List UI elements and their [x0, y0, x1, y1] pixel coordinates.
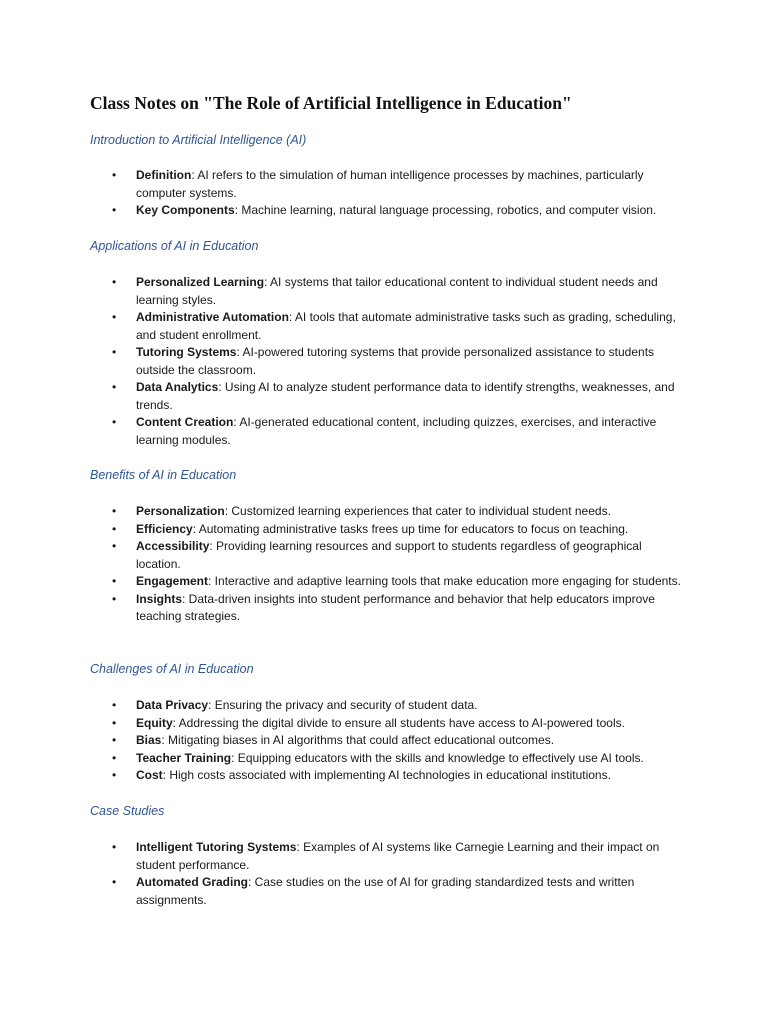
bullet-text: : Automating administrative tasks frees up time for educators to focus on teaching. [192, 521, 629, 536]
list-item [0, 202, 681, 220]
bullet-term: Administrative Automation [136, 310, 289, 324]
bullet-text: : Addressing the digital divide to ensure all students have access to AI-powered tools. [172, 715, 625, 730]
list-item [0, 167, 681, 202]
list-item [0, 503, 681, 521]
bullet-text: : Data-driven insights into student performance and behavior that help educators improve teaching strategies. [136, 591, 655, 623]
bullet-term: Personalization [136, 504, 225, 518]
bullet-term: Data Analytics [136, 380, 219, 394]
list-item [0, 874, 681, 909]
bullet-term: Tutoring Systems [136, 345, 237, 359]
list-item [0, 839, 681, 874]
bullet-list-case-studies [0, 839, 768, 909]
bullet-text: : Interactive and adaptive learning tools that make education more engaging for students. [208, 574, 681, 588]
bullet-icon: • [112, 275, 117, 289]
bullet-text: : Equipping educators with the skills and knowledge to effectively use AI tools. [231, 750, 644, 765]
section-heading-introduction: Introduction to Artificial Intelligence (AI) [90, 133, 307, 147]
bullet-icon: • [112, 698, 117, 712]
section-heading-benefits: Benefits of AI in Education [90, 468, 237, 482]
bullet-icon: • [112, 591, 117, 606]
section-heading-case-studies: Case Studies [90, 804, 165, 818]
bullet-icon: • [112, 345, 117, 359]
bullet-text: : High costs associated with implementing AI technologies in educational institutions. [162, 768, 611, 782]
bullet-icon: • [112, 715, 117, 730]
bullet-list-applications [0, 274, 768, 449]
bullet-list-challenges [0, 697, 768, 785]
bullet-text: : AI tools that automate administrative tasks such as grading, scheduling, and student enrollment. [136, 310, 676, 342]
list-item [0, 767, 681, 785]
bullet-icon: • [112, 168, 117, 182]
bullet-text: : Ensuring the privacy and security of student data. [208, 698, 478, 712]
bullet-icon: • [112, 574, 117, 588]
bullet-icon: • [112, 750, 117, 765]
list-item [0, 414, 681, 449]
bullet-term: Accessibility [136, 539, 210, 553]
list-item [0, 344, 681, 379]
bullet-icon: • [112, 203, 117, 217]
list-item [0, 521, 681, 539]
bullet-icon: • [112, 733, 117, 747]
section-heading-challenges: Challenges of AI in Education [90, 662, 254, 676]
bullet-text: : Providing learning resources and support to students regardless of geographical location. [136, 539, 642, 571]
list-item [0, 573, 681, 591]
list-item [0, 697, 681, 715]
list-item [0, 732, 681, 750]
section-heading-applications: Applications of AI in Education [90, 239, 259, 253]
bullet-text: : Examples of AI systems like Carnegie Learning and their impact on student performance. [136, 840, 660, 872]
bullet-term: Definition [136, 168, 192, 182]
bullet-icon: • [112, 380, 117, 394]
bullet-text: : AI-powered tutoring systems that provide personalized assistance to students outside the classroom. [136, 345, 655, 377]
list-item [0, 750, 681, 768]
bullet-term: Teacher Training [136, 750, 232, 765]
bullet-term: Bias [136, 733, 162, 747]
bullet-term: Key Components [136, 203, 235, 217]
bullet-term: Intelligent Tutoring Systems [136, 840, 297, 854]
bullet-icon: • [112, 840, 117, 854]
list-item [0, 274, 681, 309]
bullet-text: : Mitigating biases in AI algorithms that could affect educational outcomes. [161, 733, 555, 747]
list-item [0, 715, 681, 733]
bullet-text: : AI-generated educational content, including quizzes, exercises, and interactive learning modules. [136, 415, 657, 447]
bullet-text: : AI systems that tailor educational content to individual student needs and learning styles. [136, 275, 658, 307]
bullet-term: Content Creation [136, 415, 234, 429]
bullet-term: Engagement [136, 574, 209, 588]
list-item [0, 591, 681, 626]
list-item [0, 538, 681, 573]
bullet-term: Insights [136, 591, 183, 606]
list-item [0, 309, 681, 344]
bullet-term: Data Privacy [136, 698, 209, 712]
list-item [0, 379, 681, 414]
bullet-text: : Using AI to analyze student performance data to identify strengths, weaknesses, and trends. [136, 380, 675, 412]
bullet-text: : AI refers to the simulation of human intelligence processes by machines, particularly computer systems. [136, 168, 644, 200]
bullet-list-introduction [0, 167, 768, 220]
bullet-icon: • [112, 415, 117, 429]
bullet-icon: • [112, 875, 117, 889]
bullet-icon: • [112, 310, 117, 324]
bullet-icon: • [112, 539, 117, 553]
bullet-term: Cost [136, 768, 163, 782]
bullet-icon: • [112, 521, 117, 536]
bullet-term: Efficiency [136, 521, 193, 536]
bullet-text: : Machine learning, natural language processing, robotics, and computer vision. [234, 203, 657, 217]
bullet-text: : Customized learning experiences that cater to individual student needs. [224, 504, 611, 518]
page-title: Class Notes on "The Role of Artificial Intelligence in Education" [90, 93, 572, 113]
bullet-term: Automated Grading [136, 875, 249, 889]
bullet-term: Equity [136, 715, 173, 730]
bullet-icon: • [112, 768, 117, 782]
bullet-icon: • [112, 504, 117, 518]
bullet-term: Personalized Learning [136, 275, 265, 289]
bullet-list-benefits [0, 503, 768, 626]
bullet-text: : Case studies on the use of AI for grading standardized tests and written assignments. [136, 875, 635, 907]
